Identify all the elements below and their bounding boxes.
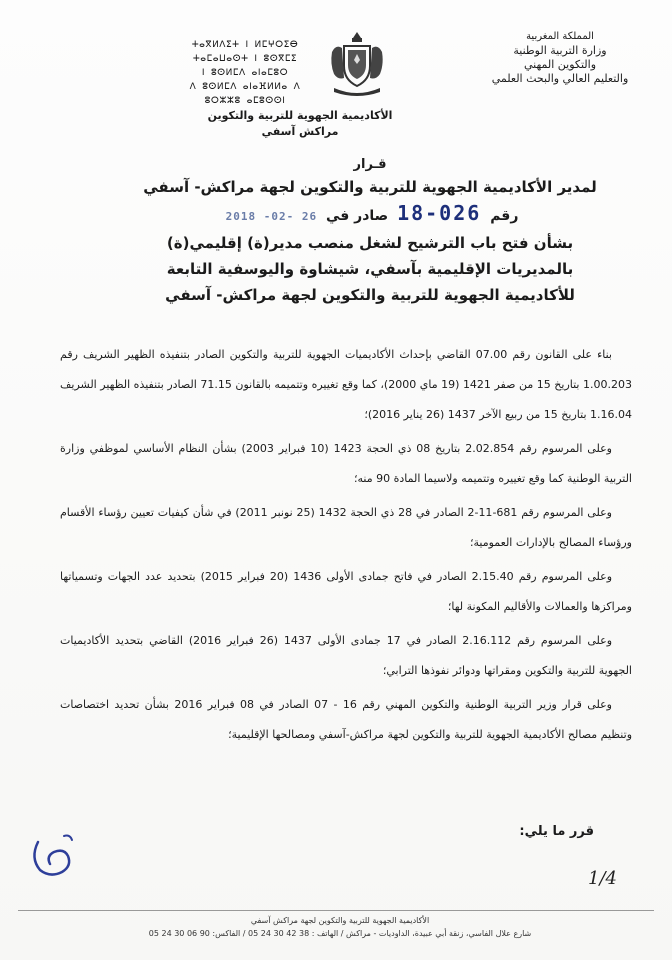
footer-line: شارع علال الفاسي، زنقة أبي عبيدة، الداوديات - مراكش / الهاتف : 38 42 30 24 05 / الفاكس: 90 06 30 24 05 bbox=[148, 929, 532, 938]
legal-paragraph: وعلى المرسوم رقم 2.15.40 الصادر في فاتح جمادى الأولى 1436 (20 فبراير 2015) بتحديد عدد الجهات وتسمياتها ومراكزها والعمالات والأقاليم المكونة لها؛ bbox=[60, 570, 632, 613]
legal-paragraph: بناء على القانون رقم 07.00 القاضي بإحداث الأكاديميات الجهوية للتربية والتكوين الصادر بتنفيذه الظهير الشريف رقم 1.00.203 بتاريخ 15 من صفر 1421 (19 ماي 2000)، كما وقع تغييره وتتميمه بالقانون 71.15 الصادر بتنفيذه الظهير الشريف 1.16.04 بتاريخ 15 من ربيع الآخر 1437 (26 يناير 2016)؛ bbox=[60, 348, 633, 421]
legal-paragraph: وعلى المرسوم رقم 2.16.112 الصادر في 17 جمادى الأولى 1437 (26 فبراير 2016) القاضي بتحديد الأكاديميات الجهوية للتربية والتكوين ومقراتها ودوائر نفوذها الترابي؛ bbox=[60, 634, 632, 677]
footer-divider bbox=[18, 910, 654, 911]
ministry-header-tifinagh bbox=[170, 38, 320, 108]
page-number: 1/4 bbox=[588, 868, 617, 889]
header-line: والتكوين المهني bbox=[523, 58, 597, 71]
legal-paragraph: وعلى المرسوم رقم 2.02.854 بتاريخ 08 ذي الحجة 1423 (10 فبراير 2003) بشأن النظام الأساسي لموظفي وزارة التربية الوطنية كما وقع تغييره وتتميمه ولاسيما المادة 90 منه؛ bbox=[60, 442, 632, 485]
header-line: والتعليم العالي والبحث العلمي bbox=[491, 72, 629, 85]
ministry-header-arabic bbox=[470, 30, 650, 86]
academy-line: الأكاديمية الجهوية للتربية والتكوين bbox=[207, 109, 393, 122]
legal-paragraph: وعلى المرسوم رقم 681-11-2 الصادر في 28 ذي الحجة 1432 (25 نونبر 2011) في شأن كيفيات تعيين رؤساء الأقسام ورؤساء المصالح بالإدارات العمومية؛ bbox=[60, 506, 632, 549]
footer bbox=[60, 914, 620, 940]
title-line: للأكاديمية الجهوية للتربية والتكوين لجهة مراكش- آسفي bbox=[165, 286, 575, 304]
header-line: المملكة المغربية bbox=[526, 31, 594, 42]
reference-line bbox=[140, 200, 600, 230]
date-stamp: 2018 -02- 26 bbox=[225, 210, 318, 223]
decision-title bbox=[140, 156, 600, 308]
ref-prefix: رقم bbox=[490, 208, 519, 224]
decision-clause: قرر ما يلي: bbox=[519, 824, 594, 839]
title-line: بشأن فتح باب الترشيح لشغل منصب مدير(ة) إقليمي(ة) bbox=[166, 234, 574, 252]
header-line: وزارة التربية الوطنية bbox=[513, 44, 607, 57]
legal-paragraph: وعلى قرار وزير التربية الوطنية والتكوين المهني رقم 16 - 07 الصادر في 08 فبراير 2016 بشأن تحديد اختصاصات وتنظيم مصالح الأكاديمية الجهوية للتربية والتكوين لجهة مراكش-آسفي ومصالحها الإقليمية؛ bbox=[60, 698, 632, 741]
reference-number-stamp: 18-026 bbox=[397, 201, 482, 225]
header-line: ⵏ ⵓⵙⵍⵎⴷ ⴰⵏⴰⵎⵓⵔ bbox=[201, 68, 289, 78]
ref-middle: صادر في bbox=[325, 208, 389, 224]
header-line: ⵜⴰⴳⵍⴷⵉⵜ ⵏ ⵍⵎⵖⵔⵉⴱ bbox=[191, 40, 299, 50]
title-line: لمدير الأكاديمية الجهوية للتربية والتكوين لجهة مراكش- آسفي bbox=[143, 178, 597, 196]
decision-heading: قـرار bbox=[353, 157, 387, 172]
footer-line: الأكاديمية الجهوية للتربية والتكوين لجهة مراكش آسفي bbox=[250, 916, 430, 925]
title-line: بالمديريات الإقليمية بآسفي، شيشاوة واليوسفية التابعة bbox=[166, 260, 574, 278]
academy-name bbox=[200, 108, 400, 140]
legal-basis-body bbox=[60, 340, 632, 754]
coat-of-arms-icon bbox=[326, 28, 388, 98]
academy-line: مراكش آسفي bbox=[261, 125, 339, 138]
header-line: ⴷ ⵓⵙⵍⵎⴷ ⴰⵏⴰⴼⵍⵍⴰ ⴷ ⵓⵔⵣⵣⵓ ⴰⵎⵓⵙⵙⵏ bbox=[189, 82, 301, 106]
header-line: ⵜⴰⵎⴰⵡⴰⵙⵜ ⵏ ⵓⵙⴳⵎⵉ bbox=[192, 54, 298, 64]
handwritten-initial-icon bbox=[26, 832, 86, 880]
